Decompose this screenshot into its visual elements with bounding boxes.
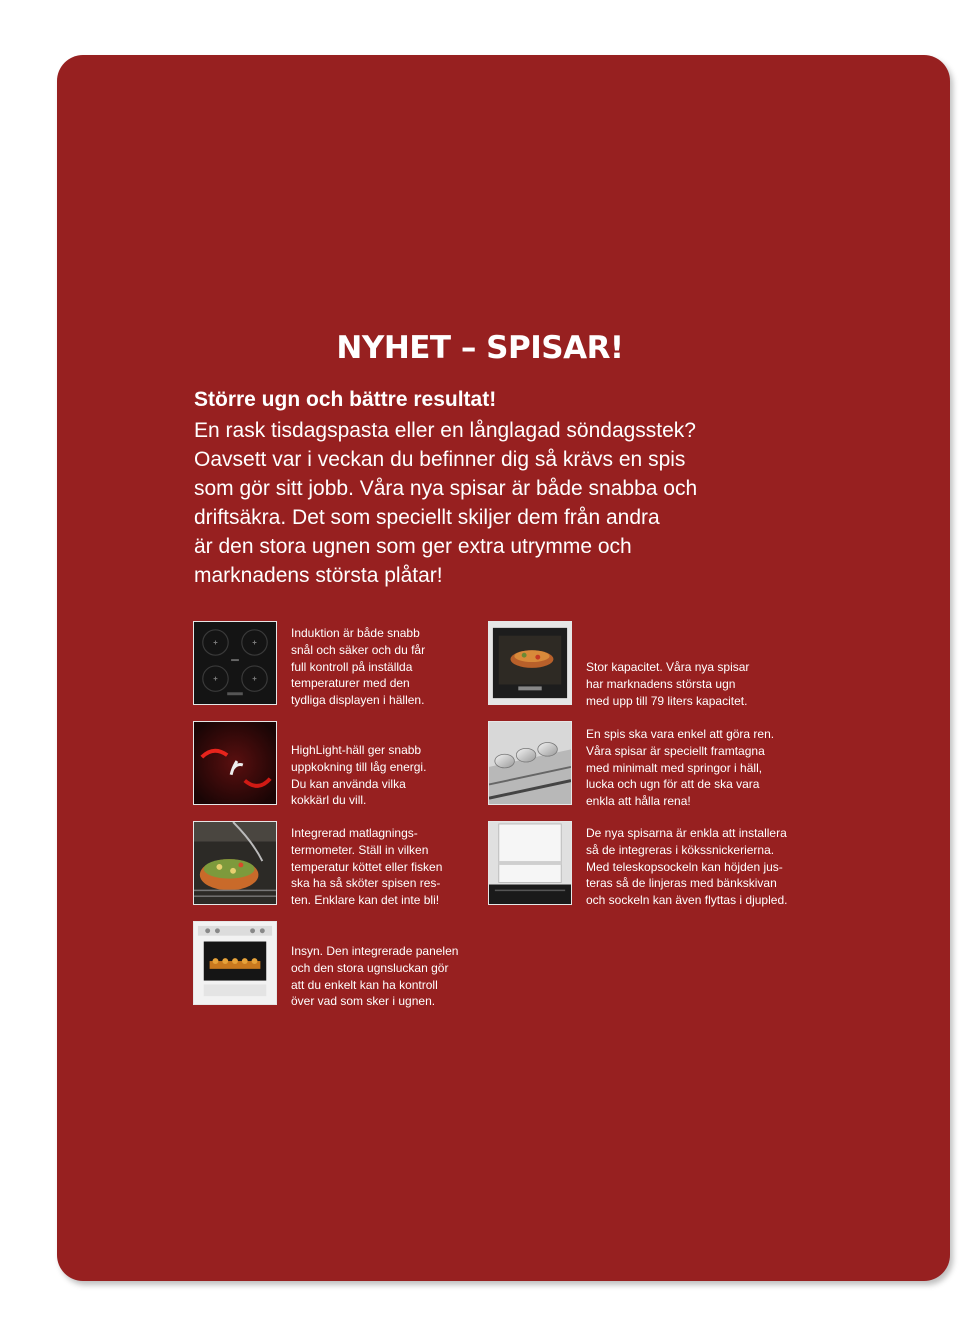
page-title: NYHET – SPISAR! [336,330,624,366]
large-oven-image [488,621,572,705]
intro-line: som gör sitt jobb. Våra nya spisar är både snabba och [194,477,698,500]
caption-line: Med teleskopsockeln kan höjden jus- [586,859,783,874]
caption-line: termometer. Ställ in vilken [291,842,429,857]
intro-line: marknadens största plåtar! [194,564,443,587]
caption-line: Integrerad matlagnings- [291,826,418,840]
intro-line: är den stora ugnen som ger extra utrymme och [194,535,632,558]
intro-line: Oavsett var i veckan du befinner dig så krävs en spis [194,448,686,471]
caption-line: Stor kapacitet. Våra nya spisar [586,660,750,674]
caption-line: teras så de linjeras med bänkskivan [586,876,777,891]
caption-line: ska ha så sköter spisen res- [291,876,441,891]
meat-thermometer-image [193,821,277,905]
caption-line: och den stora ugnsluckan gör [291,960,449,975]
installation-caption [586,825,787,909]
caption-line: med upp till 79 liters kapacitet. [586,693,748,708]
large-oven-caption [586,659,749,709]
telescopic-plinth-image [488,821,572,905]
highlight-hob-image [193,721,277,805]
intro-line: En rask tisdagspasta eller en långlagad söndagsstek? [194,419,696,442]
caption-line: HighLight-häll ger snabb [291,743,422,757]
caption-line: så de integreras i kökssnickerierna. [586,842,775,857]
caption-line: att du enkelt kan ha kontroll [291,977,438,992]
induction-caption [291,625,425,709]
oven-window-caption [291,943,458,1010]
highlight-caption [291,742,426,809]
caption-line: uppkokning till låg energi. [291,759,427,774]
caption-line: kokkärl du vill. [291,793,367,808]
control-knobs-image [488,721,572,805]
caption-line: snål och säker och du får [291,642,426,657]
caption-line: temperaturer med den [291,676,410,691]
caption-line: med minimalt med springor i häll, [586,760,763,775]
caption-line: De nya spisarna är enkla att installera [586,826,787,840]
caption-line: lucka och ugn för att de ska vara [586,777,760,792]
caption-line: och sockeln kan även flyttas i djupled. [586,893,788,908]
caption-line: över vad som sker i ugnen. [291,994,436,1009]
caption-line: har marknadens största ugn [586,676,736,691]
caption-line: Induktion är både snabb [291,626,420,640]
caption-line: tydliga displayen i hällen. [291,693,425,708]
caption-line: full kontroll på inställda [291,659,413,674]
intro-paragraph [194,416,814,590]
caption-line: Du kan använda vilka [291,776,406,791]
caption-line: ten. Enklare kan det inte bli! [291,893,440,908]
caption-line: En spis ska vara enkel att göra ren. [586,727,775,741]
oven-window-image [193,921,277,1005]
caption-line: Insyn. Den integrerade panelen [291,944,459,958]
caption-line: temperatur köttet eller fisken [291,859,443,874]
intro-line: driftsäkra. Det som speciellt skiljer dem från andra [194,506,660,529]
caption-line: enkla att hålla rena! [586,794,691,809]
subtitle: Större ugn och bättre resultat! [194,388,497,411]
easy-clean-caption [586,726,774,810]
induction-hob-image [193,621,277,705]
caption-line: Våra spisar är speciellt framtagna [586,743,765,758]
thermometer-caption [291,825,442,909]
